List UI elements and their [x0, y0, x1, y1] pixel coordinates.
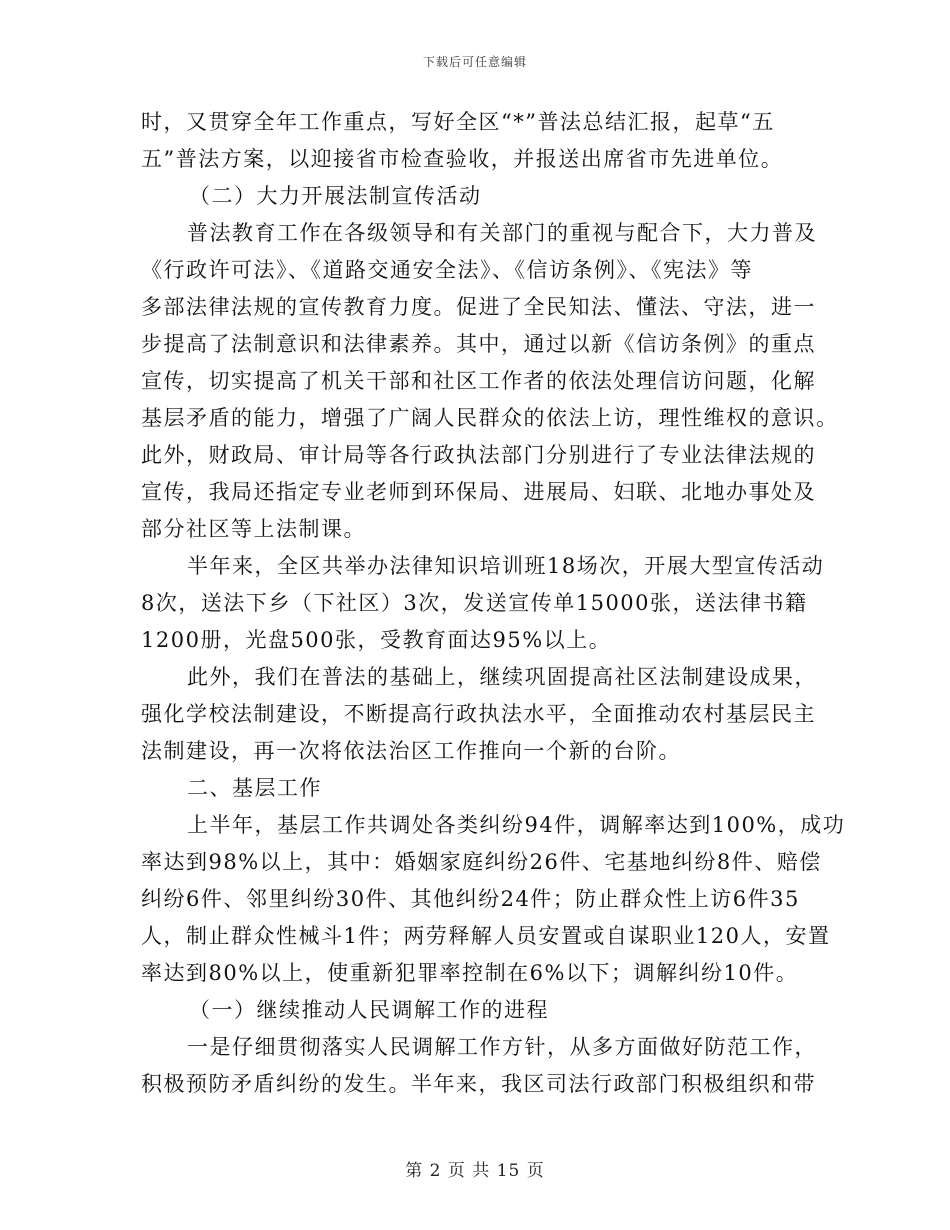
text-line: 积极预防矛盾纠纷的发生。半年来，我区司法行政部门积极组织和带: [141, 1072, 816, 1096]
text-line: 此外，财政局、审计局等各行政执法部门分别进行了专业法律法规的: [141, 443, 816, 467]
text-line: 《行政许可法》、《道路交通安全法》、《信访条例》、《宪法》等: [141, 258, 753, 282]
text-line: 时，又贯穿全年工作重点，写好全区“*”普法总结汇报，起草“五: [141, 110, 775, 134]
text-line: 法制建设，再一次将依法治区工作推向一个新的台阶。: [141, 739, 681, 763]
page-footer: 第 2 页 共 15 页: [405, 1161, 545, 1181]
page-header: 下载后可任意编辑: [422, 55, 527, 69]
text-line: 半年来，全区共举办法律知识培训班18场次，开展大型宣传活动: [187, 554, 825, 578]
text-line: 步提高了法制意识和法律素养。其中，通过以新《信访条例》的重点: [141, 332, 816, 356]
text-line: 一是仔细贯彻落实人民调解工作方针，从多方面做好防范工作，: [187, 1035, 817, 1059]
section-heading-line: （一）继续推动人民调解工作的进程: [189, 998, 549, 1022]
text-line: 上半年，基层工作共调处各类纠纷94件，调解率达到100%，成功: [187, 813, 846, 837]
text-line: 1200册，光盘500张，受教育面达95%以上。: [141, 628, 612, 652]
text-line: 率达到80%以上，使重新犯罪率控制在6%以下；调解纠纷10件。: [141, 961, 799, 985]
text-line: 基层矛盾的能力，增强了广阔人民群众的依法上访，理性维权的意识。: [141, 406, 839, 430]
text-line: 多部法律法规的宣传教育力度。促进了全民知法、懂法、守法，进一: [141, 295, 816, 319]
section-heading-line: （二）大力开展法制宣传活动: [189, 184, 482, 208]
text-line: 强化学校法制建设，不断提高行政执法水平，全面推动农村基层民主: [141, 702, 816, 726]
text-line: 五”普法方案，以迎接省市检查验收，并报送出席省市先进单位。: [141, 147, 784, 171]
document-body: [141, 104, 846, 1103]
text-line: 宣传，切实提高了机关干部和社区工作者的依法处理信访问题，化解: [141, 369, 816, 393]
text-line: 率达到98%以上，其中：婚姻家庭纠纷26件、宅基地纠纷8件、赔偿: [141, 850, 822, 874]
text-line: 纠纷6件、邻里纠纷30件、其他纠纷24件；防止群众性上访6件35: [141, 887, 800, 911]
text-line: 此外，我们在普法的基础上，继续巩固提高社区法制建设成果，: [187, 665, 817, 689]
text-line: 部分社区等上法制课。: [141, 517, 366, 541]
text-line: 二、基层工作: [187, 776, 322, 800]
text-line: 人，制止群众性械斗1件；两劳释解人员安置或自谋职业120人，安置: [141, 924, 831, 948]
text-line: 普法教育工作在各级领导和有关部门的重视与配合下，大力普及: [187, 221, 817, 245]
text-line: 宣传，我局还指定专业老师到环保局、进展局、妇联、北地办事处及: [141, 480, 816, 504]
text-line: 8次，送法下乡（下社区）3次，发送宣传单15000张，送法律书籍: [141, 591, 808, 615]
